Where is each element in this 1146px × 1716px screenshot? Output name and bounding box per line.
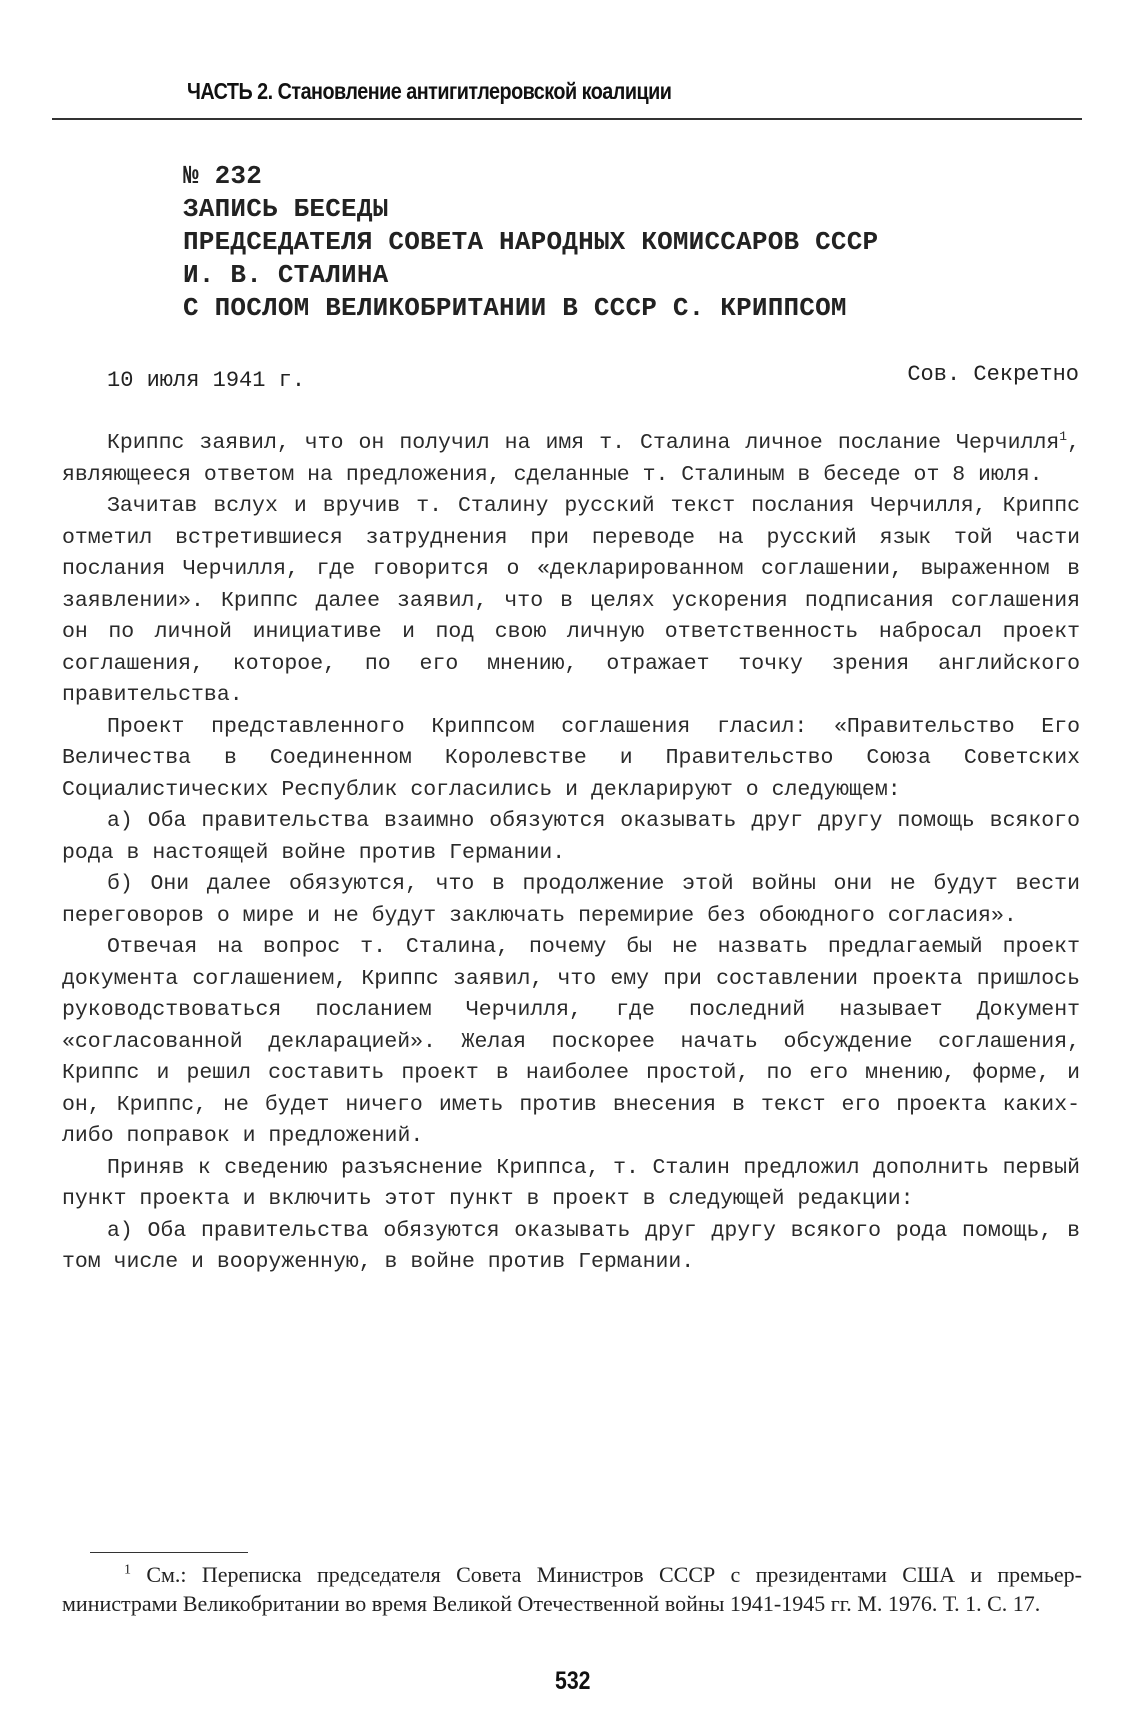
footnote-number: 1	[124, 1562, 131, 1578]
classification-mark: Сов. Секретно	[907, 362, 1079, 387]
footnote-ref: 1	[1059, 428, 1068, 444]
paragraph	[62, 428, 1080, 491]
paragraph: Отвечая на вопрос т. Сталина, почему бы не назвать предлагаемый проект документа соглашением, Криппс заявил, что ему при составлении проекта пришлось руководствоваться посланием Черчилля, где последний называет Документ «согласованной декларацией». Желая поскорее начать обсуждение соглашения, Криппс и решил составить проект в наиболее простой, по его мнению, форме, и он, Криппс, не будет ничего иметь против внесения в текст его проекта каких-либо поправок и предложений.	[62, 935, 1080, 1148]
paragraph: б) Они далее обязуются, что в продолжение этой войны они не будут вести переговоров о мире и не будут заключать перемирие без обоюдного согласия».	[62, 872, 1080, 928]
document-date: 10 июля 1941 г.	[107, 368, 306, 393]
paragraph-text: , являющееся ответом на предложения, сделанные т. Сталиным в беседе от 8 июля.	[62, 431, 1080, 487]
paragraph: Проект представленного Криппсом соглашения гласил: «Правительство Его Величества в Соединенном Королевстве и Правительство Союза Советских Социалистических Республик согласились и декларируют о следующем:	[62, 714, 1080, 802]
footnote-rule	[90, 1552, 248, 1553]
paragraph: а) Оба правительства взаимно обязуются оказывать друг другу помощь всякого рода в настоящей войне против Германии.	[62, 809, 1080, 865]
paragraph: а) Оба правительства обязуются оказывать друг другу всякого рода помощь, в том числе и вооруженную, в войне против Германии.	[62, 1218, 1080, 1274]
footnote-text: См.: Переписка председателя Совета Министров СССР с президентами США и премьер-министрами Великобритании во время Великой Отечественной войны 1941-1945 гг. М. 1976. Т. 1. С. 17.	[62, 1562, 1082, 1616]
dateline	[107, 362, 1079, 398]
header-rule	[52, 118, 1082, 120]
running-head: ЧАСТЬ 2. Становление антигитлеровской коалиции	[187, 78, 672, 104]
paragraph: Зачитав вслух и вручив т. Сталину русский текст послания Черчилля, Криппс отметил встретившиеся затруднения при переводе на русский язык той части послания Черчилля, где говорится о «декларированном соглашении, выраженном в заявлении». Криппс далее заявил, что в целях ускорения подписания соглашения он по личной инициативе и под свою личную ответственность набросал проект соглашения, которое, по его мнению, отражает точку зрения английского правительства.	[62, 494, 1080, 707]
paragraph-text: Криппс заявил, что он получил на имя т. Сталина личное послание Черчилля	[107, 431, 1060, 455]
document-number: № 232	[183, 161, 263, 191]
title-line: И. В. СТАЛИНА	[183, 260, 389, 290]
document-body	[62, 428, 1080, 1279]
document-title-block	[183, 160, 878, 325]
title-line: ПРЕДСЕДАТЕЛЯ СОВЕТА НАРОДНЫХ КОМИССАРОВ СССР	[183, 227, 879, 257]
page-number: 532	[555, 1667, 591, 1695]
paragraph: Приняв к сведению разъяснение Криппса, т. Сталин предложил дополнить первый пункт проекта и включить этот пункт в проект в следующей редакции:	[62, 1155, 1080, 1211]
title-line: ЗАПИСЬ БЕСЕДЫ	[183, 194, 389, 224]
footnote	[62, 1560, 1082, 1618]
title-line: С ПОСЛОМ ВЕЛИКОБРИТАНИИ В СССР С. КРИППСОМ	[183, 293, 847, 323]
